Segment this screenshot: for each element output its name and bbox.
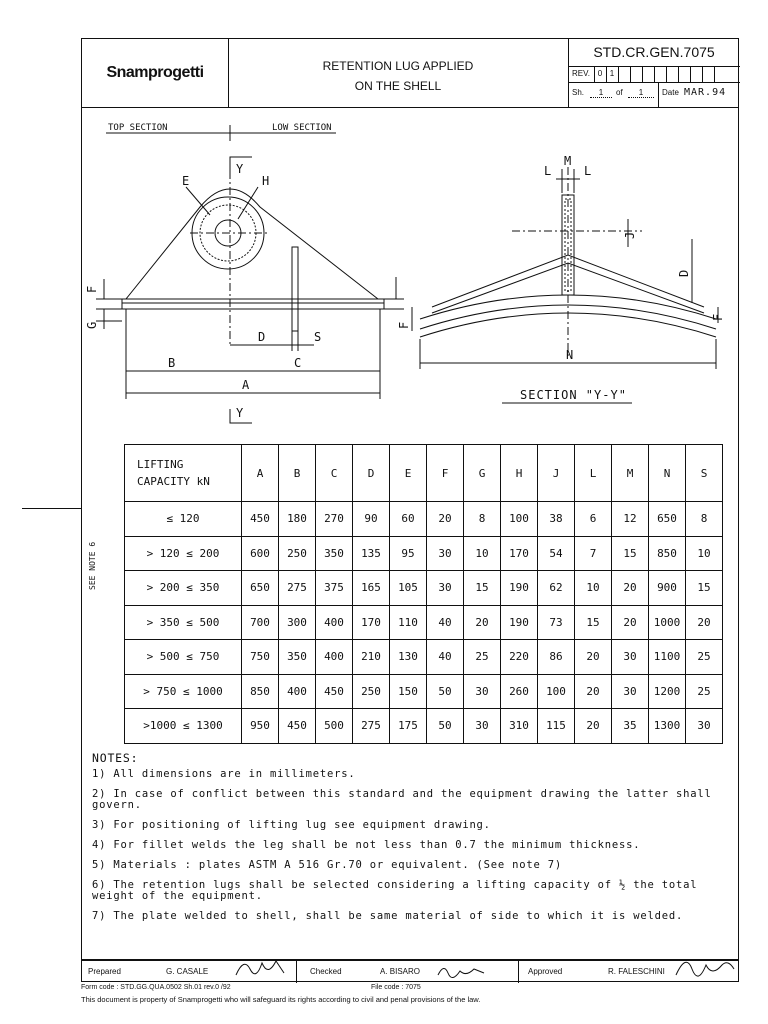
revision-row <box>568 66 740 83</box>
note-1: 1) All dimensions are in millimeters. <box>92 768 356 780</box>
dim-f-section-right: F <box>711 313 725 321</box>
checked-label: Checked <box>310 967 342 976</box>
dim-f-left: F <box>85 285 99 293</box>
value-cell-a: 450 <box>242 502 279 537</box>
value-cell-s: 15 <box>686 571 723 606</box>
value-cell-n: 850 <box>649 536 686 571</box>
note-3: 3) For positioning of lifting lug see equipment drawing. <box>92 819 491 831</box>
value-cell-l: 7 <box>575 536 612 571</box>
table-row <box>125 536 723 571</box>
dim-d-section: D <box>677 269 691 277</box>
dim-h: H <box>262 174 270 188</box>
value-cell-c: 500 <box>316 709 353 744</box>
value-cell-f: 50 <box>427 709 464 744</box>
divider <box>296 961 297 983</box>
value-cell-n: 1000 <box>649 605 686 640</box>
checked-name: A. BISARO <box>380 967 421 976</box>
form-code: Form code : STD.GG.QUA.0502 Sh.01 rev.0 /92 <box>81 984 231 991</box>
capacity-table-body <box>125 502 723 744</box>
lug-drawing <box>82 107 740 437</box>
value-cell-g: 15 <box>464 571 501 606</box>
note-4: 4) For fillet welds the leg shall be not less than 0.7 the minimum thickness. <box>92 839 641 851</box>
approved-label: Approved <box>528 967 563 976</box>
value-cell-e: 95 <box>390 536 427 571</box>
dim-e: E <box>182 174 190 188</box>
dim-d-front: D <box>258 330 266 344</box>
of-value: 1 <box>628 88 654 98</box>
value-cell-l: 20 <box>575 674 612 709</box>
value-cell-g: 30 <box>464 674 501 709</box>
value-cell-e: 110 <box>390 605 427 640</box>
table-row <box>125 571 723 606</box>
table-row <box>125 674 723 709</box>
value-cell-b: 275 <box>279 571 316 606</box>
value-cell-e: 175 <box>390 709 427 744</box>
header-e: E <box>390 445 427 502</box>
divider <box>658 82 659 107</box>
value-cell-f: 50 <box>427 674 464 709</box>
value-cell-l: 20 <box>575 640 612 675</box>
notes-title: NOTES: <box>92 751 139 765</box>
value-cell-m: 30 <box>612 674 649 709</box>
value-cell-d: 90 <box>353 502 390 537</box>
note-5: 5) Materials : plates ASTM A 516 Gr.70 or equivalent. (See note 7) <box>92 859 563 871</box>
value-cell-a: 600 <box>242 536 279 571</box>
note-6: 6) The retention lugs shall be selected considering a lifting capacity of ½ the total weight of the equipment. <box>92 879 698 902</box>
prepared-name: G. CASALE <box>166 967 209 976</box>
dim-g: G <box>85 321 99 329</box>
value-cell-g: 30 <box>464 709 501 744</box>
value-cell-s: 25 <box>686 674 723 709</box>
value-cell-b: 300 <box>279 605 316 640</box>
property-notice: This document is property of Snamprogetti who will safeguard its rights according to civil and penal provisions of the law. <box>81 995 481 1004</box>
sheet-label: Sh. <box>572 88 585 97</box>
value-cell-j: 54 <box>538 536 575 571</box>
value-cell-n: 650 <box>649 502 686 537</box>
value-cell-j: 62 <box>538 571 575 606</box>
checked-signature <box>434 961 494 981</box>
signature-row <box>81 960 739 982</box>
label-low-section: LOW SECTION <box>272 123 332 133</box>
value-cell-d: 135 <box>353 536 390 571</box>
value-cell-s: 25 <box>686 640 723 675</box>
value-cell-j: 100 <box>538 674 575 709</box>
value-cell-a: 950 <box>242 709 279 744</box>
value-cell-j: 38 <box>538 502 575 537</box>
value-cell-m: 35 <box>612 709 649 744</box>
value-cell-f: 40 <box>427 640 464 675</box>
capacity-cell: > 200 ≤ 350 <box>125 571 242 606</box>
header-capacity: LIFTING CAPACITY kN <box>125 445 242 502</box>
header-b: B <box>279 445 316 502</box>
value-cell-s: 10 <box>686 536 723 571</box>
value-cell-m: 20 <box>612 571 649 606</box>
value-cell-f: 20 <box>427 502 464 537</box>
dim-j: J <box>623 231 637 239</box>
section-title: SECTION "Y-Y" <box>520 388 627 402</box>
value-cell-c: 270 <box>316 502 353 537</box>
value-cell-g: 25 <box>464 640 501 675</box>
margin-line <box>22 508 81 509</box>
value-cell-c: 350 <box>316 536 353 571</box>
value-cell-e: 150 <box>390 674 427 709</box>
value-cell-l: 6 <box>575 502 612 537</box>
value-cell-h: 220 <box>501 640 538 675</box>
title-line-2: ON THE SHELL <box>354 79 442 93</box>
dim-m: M <box>564 154 572 168</box>
value-cell-h: 100 <box>501 502 538 537</box>
value-cell-s: 20 <box>686 605 723 640</box>
value-cell-b: 400 <box>279 674 316 709</box>
value-cell-s: 30 <box>686 709 723 744</box>
prepared-label: Prepared <box>88 967 121 976</box>
title-line-1: RETENTION LUG APPLIED <box>322 59 474 73</box>
value-cell-a: 700 <box>242 605 279 640</box>
header-g: G <box>464 445 501 502</box>
value-cell-n: 1100 <box>649 640 686 675</box>
value-cell-b: 450 <box>279 709 316 744</box>
value-cell-d: 165 <box>353 571 390 606</box>
note-2: 2) In case of conflict between this standard and the equipment drawing the latter shall govern. <box>92 788 712 811</box>
value-cell-h: 190 <box>501 605 538 640</box>
header-j: J <box>538 445 575 502</box>
value-cell-l: 15 <box>575 605 612 640</box>
value-cell-f: 40 <box>427 605 464 640</box>
value-cell-c: 400 <box>316 640 353 675</box>
value-cell-a: 750 <box>242 640 279 675</box>
value-cell-h: 170 <box>501 536 538 571</box>
value-cell-m: 20 <box>612 605 649 640</box>
value-cell-a: 650 <box>242 571 279 606</box>
dim-y-top: Y <box>236 162 244 176</box>
value-cell-g: 8 <box>464 502 501 537</box>
value-cell-n: 900 <box>649 571 686 606</box>
value-cell-a: 850 <box>242 674 279 709</box>
header-d: D <box>353 445 390 502</box>
prepared-signature <box>232 953 292 981</box>
header-a: A <box>242 445 279 502</box>
divider <box>518 961 519 983</box>
rev-value-1: 1 <box>606 66 619 82</box>
capacity-cell: > 120 ≤ 200 <box>125 536 242 571</box>
table-row <box>125 605 723 640</box>
company-logo: Snamprogetti <box>82 39 229 107</box>
header-h: H <box>501 445 538 502</box>
value-cell-h: 190 <box>501 571 538 606</box>
drawing-title <box>228 39 569 107</box>
table-header-row <box>125 445 723 502</box>
dim-b: B <box>168 356 176 370</box>
drawing-sheet <box>81 38 739 960</box>
capacity-cell: ≤ 120 <box>125 502 242 537</box>
header-c: C <box>316 445 353 502</box>
value-cell-l: 10 <box>575 571 612 606</box>
approved-signature <box>672 951 738 981</box>
value-cell-f: 30 <box>427 571 464 606</box>
value-cell-d: 275 <box>353 709 390 744</box>
dim-a: A <box>242 378 250 392</box>
capacity-cell: > 500 ≤ 750 <box>125 640 242 675</box>
header-f: F <box>427 445 464 502</box>
value-cell-d: 250 <box>353 674 390 709</box>
notes-section <box>92 751 732 931</box>
value-cell-j: 73 <box>538 605 575 640</box>
value-cell-c: 400 <box>316 605 353 640</box>
capacity-cell: > 750 ≤ 1000 <box>125 674 242 709</box>
value-cell-g: 10 <box>464 536 501 571</box>
dim-y-bottom: Y <box>236 406 244 420</box>
document-number: STD.CR.GEN.7075 <box>568 39 740 67</box>
approved-name: R. FALESCHINI <box>608 967 665 976</box>
sheet-value: 1 <box>590 88 612 98</box>
table-row <box>125 502 723 537</box>
rev-value-0: 0 <box>594 66 607 82</box>
header-l: L <box>575 445 612 502</box>
header-n: N <box>649 445 686 502</box>
value-cell-c: 375 <box>316 571 353 606</box>
rev-cell <box>702 66 715 82</box>
date-value: MAR.94 <box>684 87 727 98</box>
table-row <box>125 640 723 675</box>
value-cell-c: 450 <box>316 674 353 709</box>
value-cell-s: 8 <box>686 502 723 537</box>
value-cell-e: 105 <box>390 571 427 606</box>
sheet-row <box>568 82 740 107</box>
value-cell-b: 250 <box>279 536 316 571</box>
value-cell-j: 115 <box>538 709 575 744</box>
dim-c: C <box>294 356 302 370</box>
note-7: 7) The plate welded to shell, shall be same material of side to which it is welded. <box>92 910 684 922</box>
date-label: Date <box>662 88 679 97</box>
dim-s: S <box>314 330 322 344</box>
capacity-table <box>124 444 723 744</box>
file-code: File code : 7075 <box>371 984 421 991</box>
rev-label: REV. <box>568 66 595 82</box>
title-block <box>82 39 738 108</box>
document-code-block <box>568 39 740 107</box>
value-cell-j: 86 <box>538 640 575 675</box>
value-cell-h: 260 <box>501 674 538 709</box>
capacity-cell: >1000 ≤ 1300 <box>125 709 242 744</box>
header-s: S <box>686 445 723 502</box>
capacity-cell: > 350 ≤ 500 <box>125 605 242 640</box>
value-cell-m: 12 <box>612 502 649 537</box>
value-cell-d: 170 <box>353 605 390 640</box>
value-cell-f: 30 <box>427 536 464 571</box>
value-cell-e: 130 <box>390 640 427 675</box>
dim-n: N <box>566 348 574 362</box>
side-note: SEE NOTE 6 <box>88 541 97 590</box>
dim-l-left: L <box>544 164 552 178</box>
value-cell-e: 60 <box>390 502 427 537</box>
dim-f-section-left: F <box>397 321 411 329</box>
value-cell-n: 1300 <box>649 709 686 744</box>
dim-l-right: L <box>584 164 592 178</box>
form-code-line <box>81 984 421 991</box>
header-m: M <box>612 445 649 502</box>
value-cell-d: 210 <box>353 640 390 675</box>
value-cell-g: 20 <box>464 605 501 640</box>
table-row <box>125 709 723 744</box>
value-cell-l: 20 <box>575 709 612 744</box>
value-cell-b: 350 <box>279 640 316 675</box>
value-cell-b: 180 <box>279 502 316 537</box>
value-cell-m: 30 <box>612 640 649 675</box>
value-cell-h: 310 <box>501 709 538 744</box>
value-cell-m: 15 <box>612 536 649 571</box>
of-label: of <box>616 88 623 97</box>
value-cell-n: 1200 <box>649 674 686 709</box>
label-top-section: TOP SECTION <box>108 123 168 133</box>
